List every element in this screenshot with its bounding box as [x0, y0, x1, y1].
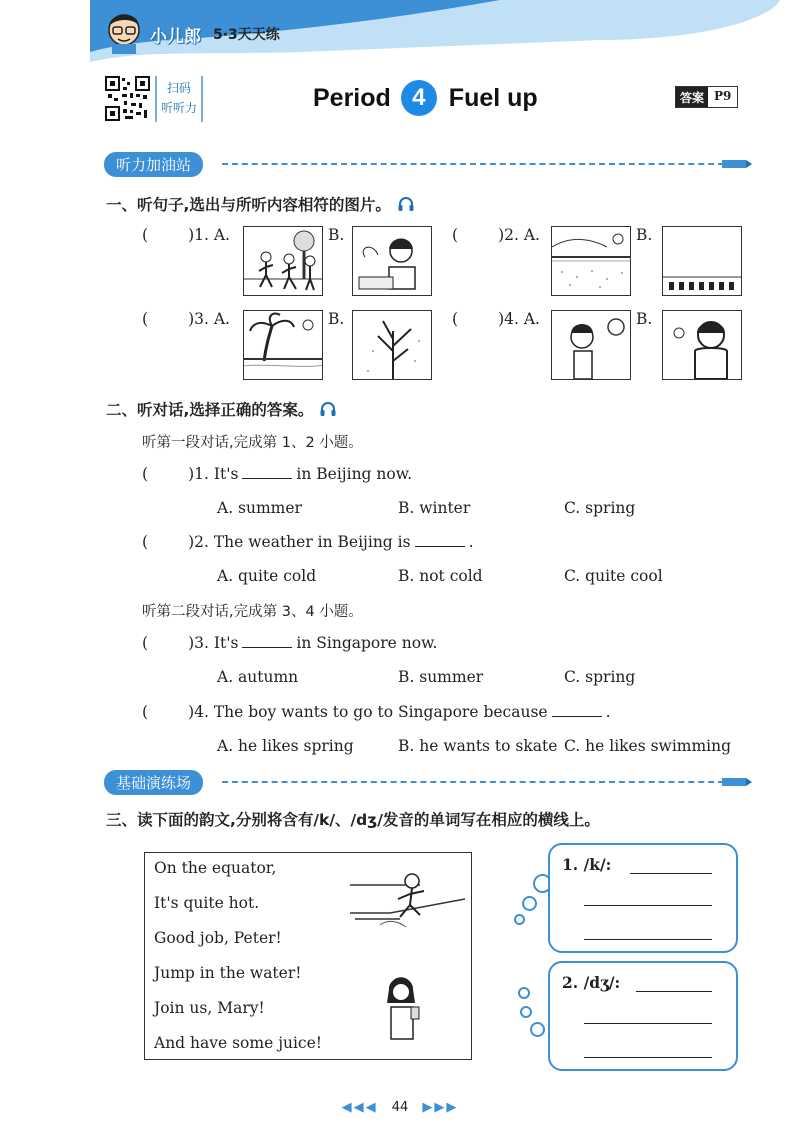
q1-1-option-b: B. — [328, 226, 345, 244]
answer-blank[interactable] — [242, 634, 292, 648]
q2-question-3: ( )3. It's in Singapore now. — [142, 634, 438, 652]
q1-item-1: ( )1. A. — [142, 226, 230, 244]
pencil-icon — [722, 776, 752, 788]
picture-2b-crosswalk[interactable] — [662, 226, 742, 296]
picture-3b-bare-tree[interactable] — [352, 310, 432, 380]
page-number: 44 — [391, 1100, 409, 1115]
poem-line-6: And have some juice! — [154, 1034, 323, 1052]
title-prefix: Period — [313, 83, 391, 112]
answer-page: P9 — [714, 89, 732, 103]
answer-reference — [675, 86, 738, 108]
section-divider — [222, 163, 734, 165]
brand-name: 小儿郎 — [150, 27, 201, 47]
bubble-dot — [514, 914, 525, 925]
scan-label-1: 扫码 — [166, 81, 191, 95]
answer-line[interactable] — [630, 873, 712, 874]
q2-4-option-b[interactable]: B. he wants to skate — [398, 737, 558, 755]
answer-blank[interactable] — [242, 465, 292, 479]
section-label-basics: 基础演练场 — [104, 770, 203, 795]
q2-2-option-c[interactable]: C. quite cool — [564, 567, 663, 585]
answer-line[interactable] — [636, 991, 712, 992]
answer-label-dz: 2. /dʒ/: — [562, 973, 621, 992]
bubble-dot — [518, 987, 530, 999]
q2-question-2: ( )2. The weather in Beijing is . — [142, 533, 474, 551]
poem-line-2: It's quite hot. — [154, 894, 260, 912]
q1-item-3: ( )3. A. — [142, 310, 230, 328]
q1-item-2: ( )2. A. — [452, 226, 540, 244]
picture-1b-girl-reading[interactable] — [352, 226, 432, 296]
answer-line[interactable] — [584, 1023, 712, 1024]
section-label-listening: 听力加油站 — [104, 152, 203, 177]
q2-3-option-b[interactable]: B. summer — [398, 668, 484, 686]
q3-heading: 三、读下面的韵文,分别将含有/k/、/dʒ/发音的单词写在相应的横线上。 — [106, 811, 600, 829]
picture-2a-beach-sunny[interactable] — [551, 226, 631, 296]
boy-jumping-illustration — [350, 869, 465, 939]
answer-line[interactable] — [584, 905, 712, 906]
answer-bubble-k — [548, 843, 738, 953]
answer-line[interactable] — [584, 1057, 712, 1058]
q2-4-option-a[interactable]: A. he likes spring — [217, 737, 354, 755]
mascot-avatar — [104, 8, 144, 54]
scan-label-2: 听听力 — [160, 101, 197, 115]
q2-question-4: ( )4. The boy wants to go to Singapore because . — [142, 703, 611, 721]
picture-1a-kids-running[interactable] — [243, 226, 323, 296]
q2-3-option-a[interactable]: A. autumn — [217, 668, 299, 686]
picture-3a-palm-beach[interactable] — [243, 310, 323, 380]
q1-heading: 一、听句子,选出与所听内容相符的图片。 — [106, 193, 415, 215]
picture-4a-boy-hot[interactable] — [551, 310, 631, 380]
q2-4-option-c[interactable]: C. he likes swimming — [564, 737, 732, 755]
next-arrows: ▶▶▶ — [422, 1100, 459, 1115]
qr-code-icon[interactable] — [105, 76, 150, 121]
period-number-badge: 4 — [401, 80, 437, 116]
q2-1-option-a[interactable]: A. summer — [217, 499, 302, 517]
q1-2-option-b: B. — [636, 226, 653, 244]
headphone-icon[interactable] — [397, 195, 415, 213]
q1-item-4: ( )4. A. — [452, 310, 540, 328]
poem-line-3: Good job, Peter! — [154, 929, 282, 947]
q2-1-option-b[interactable]: B. winter — [398, 499, 471, 517]
answer-bubble-dz — [548, 961, 738, 1071]
q2-question-1: ( )1. It's in Beijing now. — [142, 465, 413, 483]
page-title — [313, 80, 538, 116]
girl-juice-illustration — [379, 973, 429, 1041]
q2-1-option-c[interactable]: C. spring — [564, 499, 636, 517]
poem-line-4: Jump in the water! — [154, 964, 302, 982]
section-divider — [222, 781, 734, 783]
answer-blank[interactable] — [552, 703, 602, 717]
poem-line-5: Join us, Mary! — [154, 999, 265, 1017]
picture-4b-boy-cold[interactable] — [662, 310, 742, 380]
pencil-icon — [722, 158, 752, 170]
q2-intro-1: 听第一段对话,完成第 1、2 小题。 — [142, 435, 363, 451]
page-footer — [0, 1100, 800, 1115]
q1-3-option-b: B. — [328, 310, 345, 328]
q2-heading: 二、听对话,选择正确的答案。 — [106, 398, 337, 420]
q1-4-option-b: B. — [636, 310, 653, 328]
answer-label: 答案 — [676, 87, 708, 107]
q2-2-option-a[interactable]: A. quite cold — [217, 567, 317, 585]
title-suffix: Fuel up — [448, 83, 538, 112]
answer-blank[interactable] — [415, 533, 465, 547]
bubble-dot — [522, 896, 537, 911]
answer-line[interactable] — [584, 939, 712, 940]
prev-arrows: ◀◀◀ — [341, 1100, 378, 1115]
poem-line-1: On the equator, — [154, 859, 277, 877]
bubble-dot — [530, 1022, 545, 1037]
headphone-icon[interactable] — [319, 400, 337, 418]
q2-3-option-c[interactable]: C. spring — [564, 668, 636, 686]
bubble-dot — [520, 1006, 532, 1018]
q2-intro-2: 听第二段对话,完成第 3、4 小题。 — [142, 604, 363, 620]
scan-to-listen[interactable] — [155, 76, 203, 122]
section-bar-basics — [104, 770, 754, 794]
paren[interactable]: ( — [142, 226, 149, 244]
poem-box — [144, 852, 472, 1060]
brand-series: 5·3天天练 — [213, 27, 280, 43]
answer-label-k: 1. /k/: — [562, 855, 612, 874]
q2-2-option-b[interactable]: B. not cold — [398, 567, 483, 585]
section-bar-listening — [104, 152, 754, 176]
